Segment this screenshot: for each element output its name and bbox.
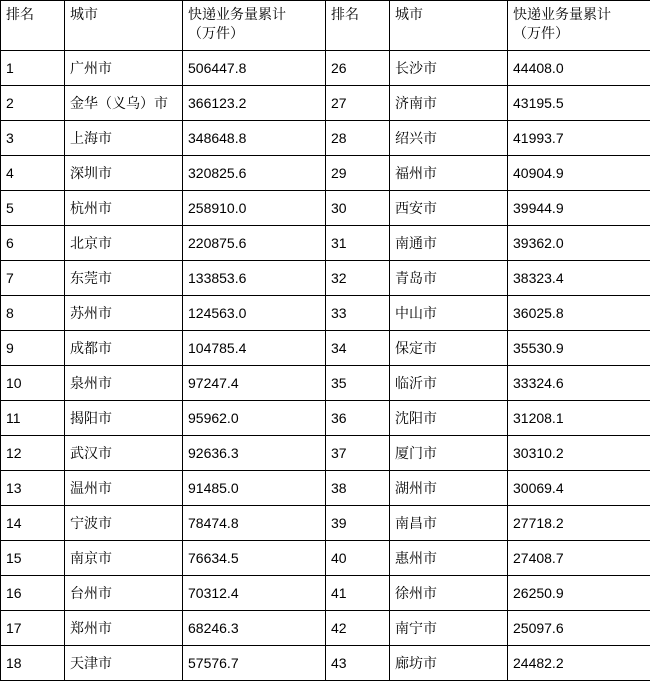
header-city-right: 城市	[390, 1, 508, 51]
header-value-right: 快递业务量累计 （万件）	[508, 1, 650, 51]
table-row	[1, 646, 650, 681]
cell-rank: 18	[1, 646, 65, 681]
cell-city: 温州市	[65, 471, 183, 506]
cell-rank: 43	[326, 646, 390, 681]
cell-value: 38323.4	[508, 261, 650, 296]
cell-value: 39362.0	[508, 226, 650, 261]
cell-value: 30310.2	[508, 436, 650, 471]
table-row	[1, 121, 650, 156]
cell-rank: 3	[1, 121, 65, 156]
cell-rank: 32	[326, 261, 390, 296]
cell-rank: 36	[326, 401, 390, 436]
cell-city: 台州市	[65, 576, 183, 611]
cell-rank: 13	[1, 471, 65, 506]
cell-rank: 5	[1, 191, 65, 226]
cell-rank: 37	[326, 436, 390, 471]
cell-value: 506447.8	[183, 51, 326, 86]
cell-city: 天津市	[65, 646, 183, 681]
table-row	[1, 296, 650, 331]
cell-rank: 2	[1, 86, 65, 121]
cell-rank: 31	[326, 226, 390, 261]
cell-rank: 33	[326, 296, 390, 331]
table-header	[1, 1, 650, 51]
cell-city: 西安市	[390, 191, 508, 226]
cell-city: 宁波市	[65, 506, 183, 541]
cell-rank: 14	[1, 506, 65, 541]
table-row	[1, 436, 650, 471]
cell-rank: 4	[1, 156, 65, 191]
cell-value: 31208.1	[508, 401, 650, 436]
cell-value: 26250.9	[508, 576, 650, 611]
cell-rank: 27	[326, 86, 390, 121]
header-rank-left: 排名	[1, 1, 65, 51]
cell-city: 长沙市	[390, 51, 508, 86]
cell-value: 36025.8	[508, 296, 650, 331]
cell-city: 徐州市	[390, 576, 508, 611]
cell-rank: 7	[1, 261, 65, 296]
cell-city: 成都市	[65, 331, 183, 366]
table-row	[1, 366, 650, 401]
table-row	[1, 506, 650, 541]
cell-city: 南通市	[390, 226, 508, 261]
cell-city: 临沂市	[390, 366, 508, 401]
cell-city: 北京市	[65, 226, 183, 261]
cell-value: 366123.2	[183, 86, 326, 121]
cell-value: 41993.7	[508, 121, 650, 156]
cell-city: 廊坊市	[390, 646, 508, 681]
cell-city: 泉州市	[65, 366, 183, 401]
table-row	[1, 226, 650, 261]
cell-rank: 8	[1, 296, 65, 331]
cell-city: 保定市	[390, 331, 508, 366]
cell-rank: 17	[1, 611, 65, 646]
cell-value: 24482.2	[508, 646, 650, 681]
cell-value: 258910.0	[183, 191, 326, 226]
cell-rank: 15	[1, 541, 65, 576]
cell-city: 南京市	[65, 541, 183, 576]
cell-city: 郑州市	[65, 611, 183, 646]
cell-rank: 41	[326, 576, 390, 611]
cell-value: 57576.7	[183, 646, 326, 681]
cell-city: 惠州市	[390, 541, 508, 576]
cell-value: 39944.9	[508, 191, 650, 226]
header-value-left: 快递业务量累计 （万件）	[183, 1, 326, 51]
cell-value: 104785.4	[183, 331, 326, 366]
header-rank-right: 排名	[326, 1, 390, 51]
cell-value: 91485.0	[183, 471, 326, 506]
header-row	[1, 1, 650, 51]
cell-city: 上海市	[65, 121, 183, 156]
cell-value: 25097.6	[508, 611, 650, 646]
cell-value: 92636.3	[183, 436, 326, 471]
cell-city: 南昌市	[390, 506, 508, 541]
cell-city: 深圳市	[65, 156, 183, 191]
table-body	[1, 51, 650, 681]
cell-value: 97247.4	[183, 366, 326, 401]
cell-rank: 6	[1, 226, 65, 261]
cell-rank: 34	[326, 331, 390, 366]
table-row	[1, 611, 650, 646]
cell-city: 沈阳市	[390, 401, 508, 436]
cell-rank: 16	[1, 576, 65, 611]
cell-rank: 30	[326, 191, 390, 226]
cell-city: 青岛市	[390, 261, 508, 296]
cell-city: 东莞市	[65, 261, 183, 296]
table-row	[1, 471, 650, 506]
cell-rank: 35	[326, 366, 390, 401]
cell-rank: 10	[1, 366, 65, 401]
cell-rank: 40	[326, 541, 390, 576]
cell-value: 44408.0	[508, 51, 650, 86]
cell-value: 40904.9	[508, 156, 650, 191]
cell-value: 220875.6	[183, 226, 326, 261]
table-row	[1, 401, 650, 436]
cell-city: 湖州市	[390, 471, 508, 506]
cell-value: 70312.4	[183, 576, 326, 611]
cell-city: 金华（义乌）市	[65, 86, 183, 121]
cell-value: 27718.2	[508, 506, 650, 541]
cell-city: 济南市	[390, 86, 508, 121]
cell-value: 133853.6	[183, 261, 326, 296]
cell-city: 武汉市	[65, 436, 183, 471]
cell-value: 95962.0	[183, 401, 326, 436]
cell-value: 27408.7	[508, 541, 650, 576]
table-row	[1, 191, 650, 226]
cell-rank: 28	[326, 121, 390, 156]
cell-value: 33324.6	[508, 366, 650, 401]
cell-city: 广州市	[65, 51, 183, 86]
cell-city: 杭州市	[65, 191, 183, 226]
table-row	[1, 51, 650, 86]
table-row	[1, 331, 650, 366]
cell-value: 68246.3	[183, 611, 326, 646]
cell-rank: 39	[326, 506, 390, 541]
cell-rank: 42	[326, 611, 390, 646]
cell-rank: 26	[326, 51, 390, 86]
cell-city: 福州市	[390, 156, 508, 191]
cell-value: 320825.6	[183, 156, 326, 191]
cell-city: 南宁市	[390, 611, 508, 646]
cell-value: 78474.8	[183, 506, 326, 541]
header-city-left: 城市	[65, 1, 183, 51]
cell-city: 绍兴市	[390, 121, 508, 156]
cell-rank: 11	[1, 401, 65, 436]
cell-value: 43195.5	[508, 86, 650, 121]
cell-city: 中山市	[390, 296, 508, 331]
cell-value: 35530.9	[508, 331, 650, 366]
table-row	[1, 541, 650, 576]
cell-rank: 38	[326, 471, 390, 506]
cell-rank: 1	[1, 51, 65, 86]
cell-value: 76634.5	[183, 541, 326, 576]
table-row	[1, 156, 650, 191]
cell-city: 厦门市	[390, 436, 508, 471]
cell-value: 348648.8	[183, 121, 326, 156]
cell-rank: 12	[1, 436, 65, 471]
table-row	[1, 86, 650, 121]
table-row	[1, 261, 650, 296]
cell-rank: 9	[1, 331, 65, 366]
cell-city: 揭阳市	[65, 401, 183, 436]
table-row	[1, 576, 650, 611]
cell-rank: 29	[326, 156, 390, 191]
cell-value: 30069.4	[508, 471, 650, 506]
cell-value: 124563.0	[183, 296, 326, 331]
cell-city: 苏州市	[65, 296, 183, 331]
